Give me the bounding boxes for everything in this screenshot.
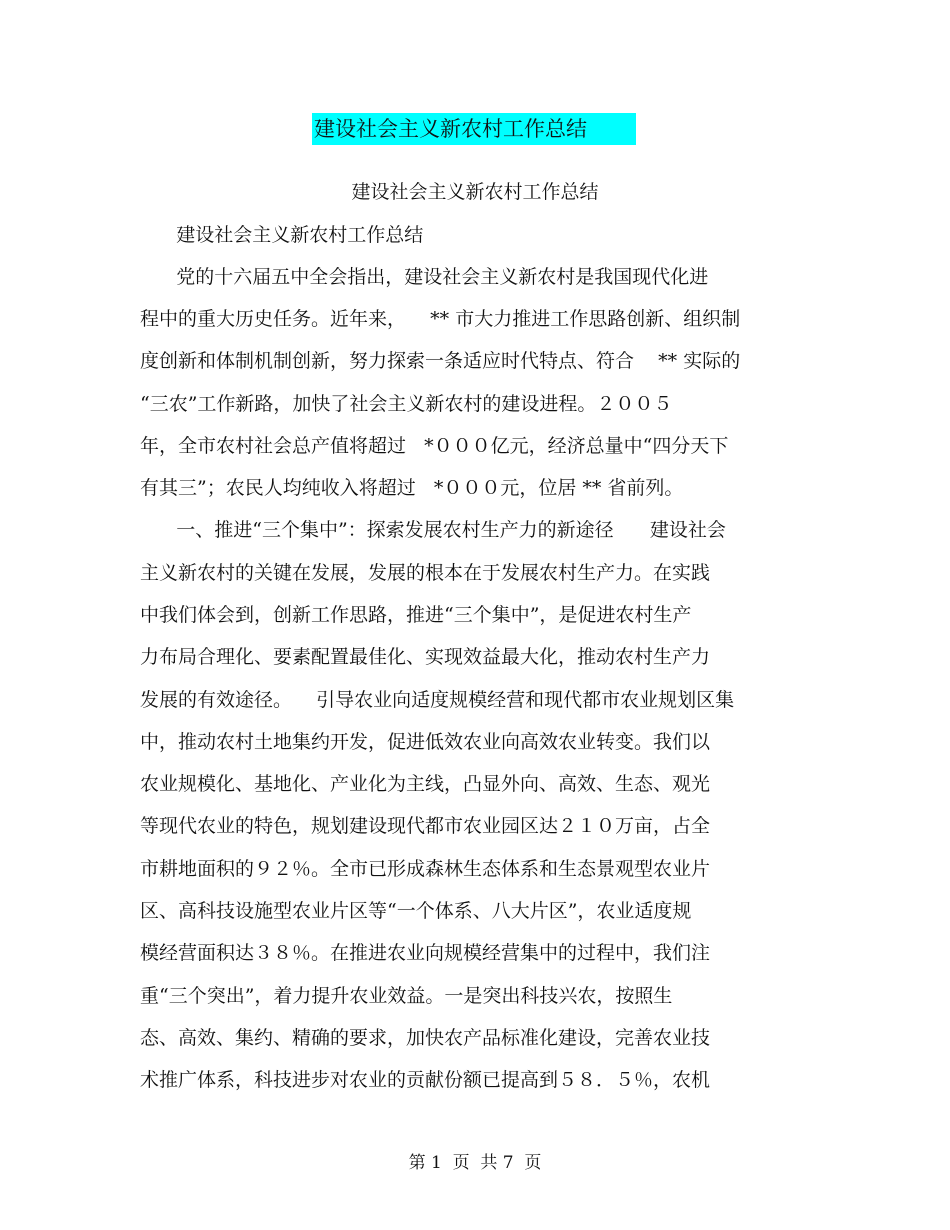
text-line: 力布局合理化、要素配置最佳化、实现效益最大化，推动农村生产力 [140,646,711,668]
text-line: 区、高科技设施型农业片区等“一个体系、八大片区”，农业适度规 [140,900,692,922]
page-number-footer: 第 1 页 共 7 页 [408,1153,542,1173]
text-line: 等现代农业的特色，规划建设现代都市农业园区达２１０万亩，占全 [140,815,711,837]
text-line: 术推广体系，科技进步对农业的贡献份额已提高到５８．５％，农机 [140,1069,711,1091]
document-title: 建设社会主义新农村工作总结 [312,113,636,145]
text-line: 党的十六届五中全会指出，建设社会主义新农村是我国现代化进 [140,266,709,288]
text-line: 年，全市农村社会总产值将超过 *０００亿元，经济总量中“四分天下 [140,435,729,457]
text-line: 建设社会主义新农村工作总结 [140,224,424,246]
text-line: 态、高效、集约、精确的要求，加快农产品标准化建设，完善农业技 [140,1027,711,1049]
text-line: 有其三”；农民人均纯收入将超过 *０００元，位居 ** 省前列。 [140,477,684,499]
text-line: “三农”工作新路，加快了社会主义新农村的建设进程。２００５ [140,393,673,415]
text-line: 度创新和体制机制创新，努力探索一条适应时代特点、符合 ** 实际的 [140,350,741,372]
text-line: 中我们体会到，创新工作思路，推进“三个集中”，是促进农村生产 [140,604,692,626]
text-line: 模经营面积达３８％。在推进农业向规模经营集中的过程中，我们注 [140,942,711,964]
text-line: 一、推进“三个集中”：探索发展农村生产力的新途径 建设社会 [140,519,726,541]
text-line: 程中的重大历史任务。近年来， ** 市大力推进工作思路创新、组织制 [140,308,741,330]
text-line: 发展的有效途径。 引导农业向适度规模经营和现代都市农业规划区集 [140,689,735,711]
text-line: 市耕地面积的９２％。全市已形成森林生态体系和生态景观型农业片 [140,858,711,880]
text-line: 农业规模化、基地化、产业化为主线，凸显外向、高效、生态、观光 [140,773,711,795]
text-line: 重“三个突出”，着力提升农业效益。一是突出科技兴农，按照生 [140,985,673,1007]
document-subtitle: 建设社会主义新农村工作总结 [351,181,599,203]
text-line: 中，推动农村土地集约开发，促进低效农业向高效农业转变。我们以 [140,731,711,753]
text-line: 主义新农村的关键在发展，发展的根本在于发展农村生产力。在实践 [140,562,711,584]
